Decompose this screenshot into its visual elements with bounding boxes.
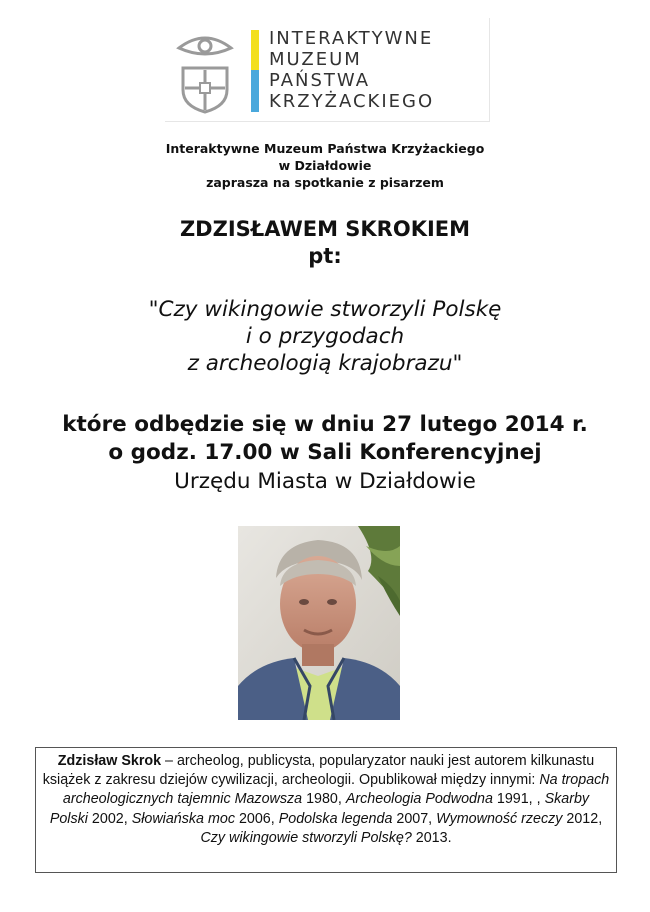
bio-text-6: 2007, (392, 810, 437, 827)
logo-line-1: INTERAKTYWNE (269, 28, 434, 49)
intro-line-3: zaprasza na spotkanie z pisarzem (206, 175, 444, 190)
title-line-3: z archeologią krajobrazu" (187, 351, 463, 376)
bio-name: Zdzisław Skrok (57, 753, 162, 769)
bio-text-3: 1991, , (492, 791, 545, 808)
event-date-time (0, 411, 650, 467)
author-pt: pt: (308, 244, 342, 268)
bio-book-3: Skarby Polski (49, 791, 590, 827)
bio-book-6: Wymowność rzeczy (436, 810, 563, 827)
logo-blue-bar (251, 70, 259, 112)
bio-text-7: 2012, (562, 810, 603, 827)
logo-yellow-bar (251, 30, 259, 70)
bio-text-8: 2013. (411, 829, 452, 846)
title-line-2: i o przygodach (245, 324, 405, 349)
bio-book-2: Archeologia Podwodna (345, 791, 493, 808)
logo-wordmark (269, 28, 434, 112)
logo-line-2: MUZEUM (269, 49, 362, 70)
bio-text-2: 1980, (302, 791, 346, 808)
event-date: które odbędzie się w dniu 27 lutego 2014 r. (62, 412, 588, 437)
bio-book-7: Czy wikingowie stworzyli Polskę? (200, 829, 412, 846)
title-line-1: "Czy wikingowie stworzyli Polskę (148, 297, 502, 322)
event-time-room: o godz. 17.00 w Sali Konferencyjnej (108, 440, 542, 465)
venue-line: Urzędu Miasta w Działdowie (174, 469, 476, 494)
museum-logo (165, 18, 490, 122)
event-venue (0, 468, 650, 496)
author-name: ZDZISŁAWEM SKROKIEM (179, 217, 471, 241)
author-portrait (238, 526, 400, 720)
invitation-intro (0, 140, 650, 191)
logo-line-4: KRZYŻACKIEGO (269, 91, 435, 112)
intro-line-1: Interaktywne Muzeum Państwa Krzyżackiego (165, 141, 485, 156)
logo-line-3: PAŃSTWA (269, 70, 371, 91)
museum-emblem-icon (175, 26, 235, 114)
bio-text-5: 2006, (234, 810, 279, 827)
bio-text-1: – archeolog, publicysta, popularyzator nauki jest autorem kilkunastu książek z zakresu dziejów cywilizacji, archeologii. Opublikował między innymi: (42, 753, 595, 789)
bio-book-1: Na tropach archeologicznych tajemnic Mazowsza (62, 772, 610, 808)
lecture-title (0, 296, 650, 377)
author-heading (0, 216, 650, 270)
bio-text-4: 2002, (87, 810, 132, 827)
bio-book-4: Słowiańska moc (131, 810, 235, 827)
author-bio-box (35, 747, 617, 873)
intro-line-2: w Działdowie (278, 158, 372, 173)
bio-book-5: Podolska legenda (278, 810, 393, 827)
